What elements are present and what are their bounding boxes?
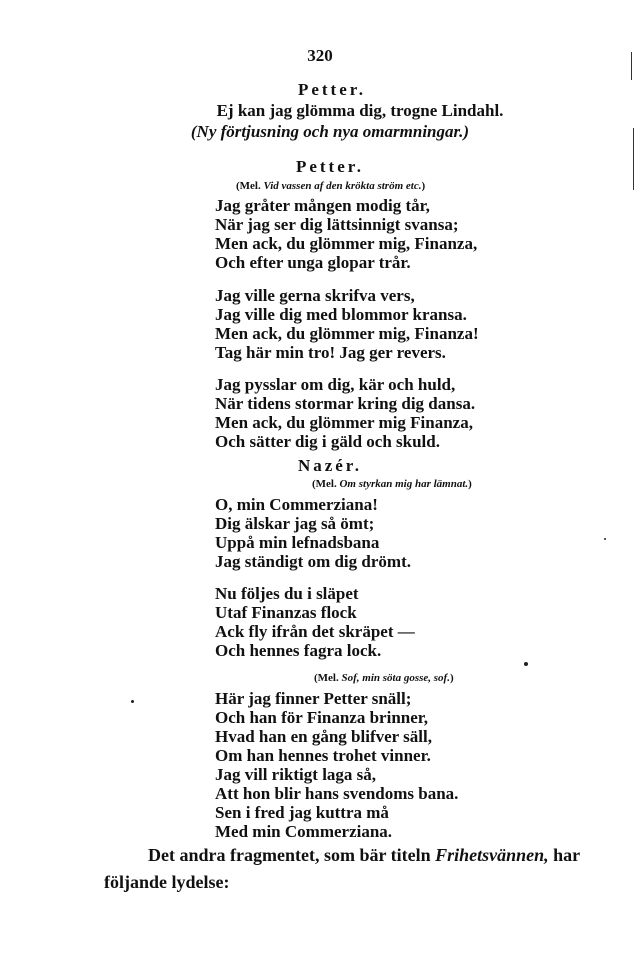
verse-line: Dig älskar jag så ömt; xyxy=(215,514,375,533)
melody-name: Om styrkan mig har lämnat. xyxy=(339,478,469,490)
verse-line: O, min Commerziana! xyxy=(215,495,378,514)
verse-line: Och sätter dig i gäld och skuld. xyxy=(215,432,440,451)
melody-suffix: ) xyxy=(468,478,472,490)
verse-line: Men ack, du glömmer mig, Finanza! xyxy=(215,324,479,343)
verse-line: Men ack, du glömmer mig Finanza, xyxy=(215,413,473,432)
verse-line: Om han hennes trohet vinner. xyxy=(215,746,431,765)
melody-note-2 xyxy=(312,478,472,490)
melody-note-3 xyxy=(314,672,454,684)
speaker-petter-2: Petter. xyxy=(295,157,365,176)
verse-line: Jag ville gerna skrifva vers, xyxy=(215,286,415,305)
verse-line: Jag pysslar om dig, kär och huld, xyxy=(215,375,456,394)
scan-speck xyxy=(604,538,606,540)
speaker-petter-1: Petter. xyxy=(297,80,367,99)
verse-line: Jag ständigt om dig drömt. xyxy=(215,552,411,571)
verse-line: Uppå min lefnadsbana xyxy=(215,533,380,552)
verse-line: Ack fly ifrån det skräpet — xyxy=(215,622,415,641)
scan-artifact xyxy=(631,52,632,80)
verse-line: När jag ser dig lättsinnigt svansa; xyxy=(215,215,459,234)
stanza xyxy=(215,495,411,571)
verse-line: Här jag finner Petter snäll; xyxy=(215,689,412,708)
melody-note-1 xyxy=(236,180,425,192)
scan-speck xyxy=(524,662,528,666)
verse-line: Nu följes du i släpet xyxy=(215,584,359,603)
melody-suffix: ) xyxy=(449,672,454,684)
melody-prefix: (Mel. xyxy=(312,478,337,490)
melody-suffix: ) xyxy=(421,180,426,192)
scan-artifact xyxy=(633,128,634,190)
page-number: 320 xyxy=(307,46,333,65)
verse-line: Hvad han en gång blifver säll, xyxy=(215,727,432,746)
verse-line: Och hennes fagra lock. xyxy=(215,641,382,660)
verse-line: Utaf Finanzas flock xyxy=(215,603,357,622)
closing-text-after: har följande lydelse: xyxy=(104,845,580,892)
verse-line: När tidens stormar kring dig dansa. xyxy=(215,394,476,413)
melody-prefix: (Mel. xyxy=(236,180,261,192)
verse-line: Sen i fred jag kuttra må xyxy=(215,803,389,822)
stanza xyxy=(215,375,475,451)
melody-name: Vid vassen af den krökta ström etc. xyxy=(263,180,422,192)
speaker-nazer: Nazér. xyxy=(297,456,363,475)
verse-line: Men ack, du glömmer mig, Finanza, xyxy=(215,234,478,253)
section-title: Ej kan jag glömma dig, trogne Lindahl. xyxy=(216,101,504,120)
scan-speck xyxy=(131,700,134,703)
verse-line: Tag här min tro! Jag ger revers. xyxy=(215,343,446,362)
verse-line: Jag ville dig med blommor kransa. xyxy=(215,305,467,324)
verse-line: Att hon blir hans svendoms bana. xyxy=(215,784,459,803)
melody-name: Sof, min söta gosse, sof. xyxy=(341,672,450,684)
closing-paragraph xyxy=(104,842,594,896)
stanza xyxy=(215,196,477,272)
closing-text-before: Det andra fragmentet, som bär titeln xyxy=(148,845,436,865)
verse-line: Och han för Finanza brinner, xyxy=(215,708,429,727)
verse-line: Jag gråter mången modig tår, xyxy=(215,196,430,215)
closing-title: Frihetsvännen, xyxy=(435,845,549,865)
verse-line: Och efter unga glopar trår. xyxy=(215,253,411,272)
verse-line: Jag vill riktigt laga så, xyxy=(215,765,377,784)
stanza xyxy=(215,286,479,362)
verse-line: Med min Commerziana. xyxy=(215,822,393,841)
melody-prefix: (Mel. xyxy=(314,672,339,684)
stanza xyxy=(215,689,458,841)
stanza xyxy=(215,584,415,660)
section-subtitle: (Ny förtjusning och nya omarmningar.) xyxy=(190,122,470,141)
